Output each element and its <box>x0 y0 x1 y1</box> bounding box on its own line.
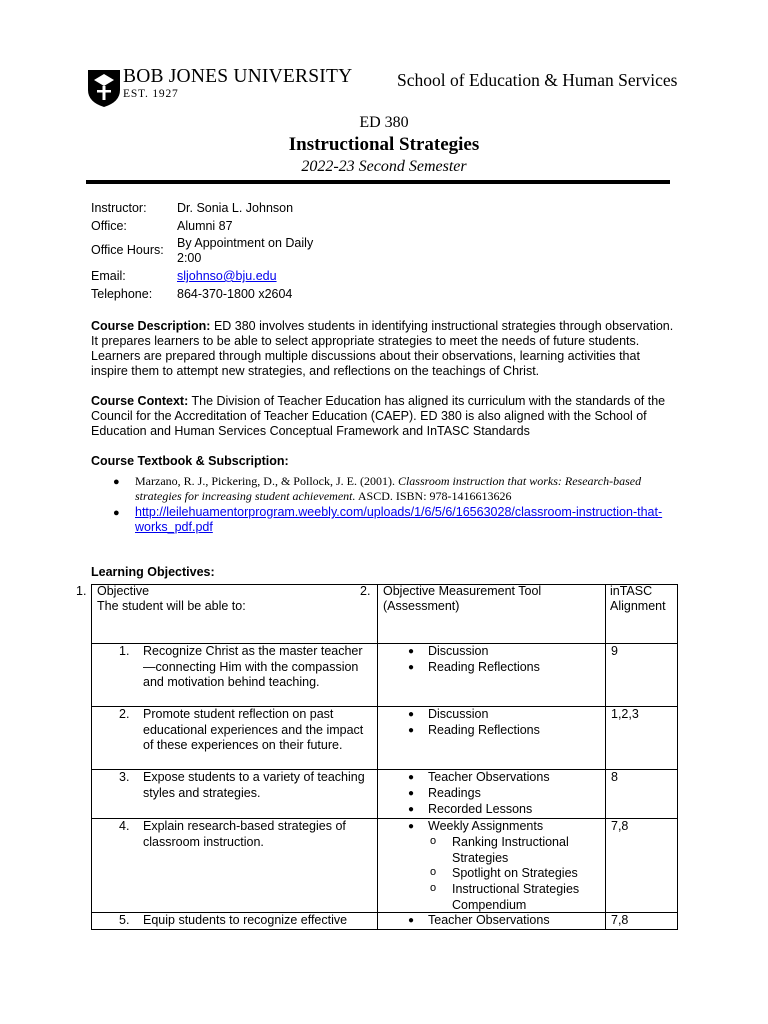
objective-line: of these experiences on their future. <box>143 738 343 752</box>
school-name: School of Education & Human Services <box>397 70 678 90</box>
objective-number: 2. <box>119 707 130 721</box>
column-number: 1. <box>76 584 87 598</box>
office-hours-line2: 2:00 <box>177 251 202 265</box>
course-description-line: ED 380 involves students in identifying instructional strategies through observation. <box>210 319 674 333</box>
header-divider <box>86 180 670 184</box>
objective-line: —connecting Him with the compassion <box>143 659 359 674</box>
reference-title: Classroom instruction that works: Research-based <box>397 474 642 488</box>
objective-line: educational experiences and the impact <box>143 722 364 737</box>
measurement-item: Teacher Observations <box>428 913 550 927</box>
university-shield-logo <box>86 68 122 108</box>
column-header-objective: Objective <box>97 584 150 598</box>
measurement-subitem: Spotlight on Strategies <box>452 866 578 880</box>
bullet-icon: ● <box>408 662 415 673</box>
course-description-line: inspire them to attempt new strategies, and reflections on the teachings of Christ. <box>91 364 540 378</box>
course-context-line: Education and Human Services Conceptual Framework and InTASC Standards <box>91 424 530 438</box>
objective-number: 4. <box>119 819 130 833</box>
measurement-item: Discussion <box>428 644 489 658</box>
course-description-line: It prepares learners to be able to select appropriate strategies to meet the needs of future students. <box>91 334 640 348</box>
textbook-url-line: http://leilehuamentorprogram.weebly.com/uploads/1/6/5/6/16563028/classroom-instruction-that- <box>135 505 663 519</box>
measurement-subitem-line: Instructional Strategies <box>452 882 580 896</box>
reference-authors: Marzano, R. J., Pickering, D., & Pollock, J. E. (2001). <box>135 474 398 488</box>
bullet-icon: ● <box>408 821 415 832</box>
objective-line: classroom instruction. <box>143 834 264 849</box>
course-context <box>91 394 681 439</box>
column-number: 2. <box>360 584 371 598</box>
table-border <box>605 584 606 930</box>
reference-publisher: ASCD. ISBN: 978-1416613626 <box>355 488 512 503</box>
office-hours-line1: By Appointment on Daily <box>177 236 314 250</box>
bullet-icon: ● <box>408 915 415 926</box>
objective-text <box>143 819 371 850</box>
course-title: Instructional Strategies <box>288 134 480 155</box>
objective-text: Equip students to recognize effective <box>143 913 348 927</box>
email-link[interactable]: sljohnso@bju.edu <box>177 269 277 283</box>
course-description-label: Course Description: <box>91 319 211 333</box>
intasc-alignment: 7,8 <box>611 913 629 927</box>
bullet-icon: ● <box>408 804 415 815</box>
bullet-icon: ● <box>113 476 120 488</box>
objective-line: and motivation behind teaching. <box>143 675 320 689</box>
measurement-subitem-line: Strategies <box>452 850 509 865</box>
objective-line: Explain research-based strategies of <box>143 819 346 833</box>
column-header-measurement: (Assessment) <box>383 599 460 613</box>
column-subheader-objective: The student will be able to: <box>97 599 246 613</box>
course-description <box>91 319 681 379</box>
objective-number: 3. <box>119 770 130 784</box>
course-description-line: Learners are prepared through multiple discussions about their observations, learning activities that <box>91 349 640 363</box>
objective-text <box>143 770 371 801</box>
measurement-item: Readings <box>428 786 481 800</box>
circle-bullet-icon: o <box>430 866 437 878</box>
office-hours-label: Office Hours: <box>91 243 164 257</box>
bullet-icon: ● <box>408 772 415 783</box>
learning-objectives-heading: Learning Objectives: <box>91 565 215 579</box>
objective-line: Promote student reflection on past <box>143 707 334 721</box>
measurement-subitem-line: Ranking Instructional <box>452 835 569 849</box>
objective-text <box>143 644 371 691</box>
measurement-subitem <box>452 835 602 866</box>
telephone-value: 864-370-1800 x2604 <box>177 287 293 301</box>
semester: 2022-23 Second Semester <box>301 158 467 175</box>
table-border <box>377 584 378 930</box>
bullet-icon: ● <box>408 646 415 657</box>
objective-number: 5. <box>119 913 130 927</box>
objective-number: 1. <box>119 644 130 658</box>
office-value: Alumni 87 <box>177 219 233 233</box>
course-code: ED 380 <box>359 114 409 131</box>
reference-title: strategies for increasing student achievement. <box>135 488 356 503</box>
table-border <box>677 584 678 930</box>
course-context-line: The Division of Teacher Education has aligned its curriculum with the standards of the <box>188 394 666 408</box>
measurement-item: Discussion <box>428 707 489 721</box>
measurement-subitem <box>452 882 602 913</box>
objective-text <box>143 707 371 754</box>
intasc-alignment: 9 <box>611 644 618 658</box>
textbook-url-line: works_pdf.pdf <box>135 520 213 534</box>
objective-line: Expose students to a variety of teaching <box>143 770 365 784</box>
bullet-icon: ● <box>408 725 415 736</box>
bullet-icon: ● <box>408 788 415 799</box>
textbook-reference <box>135 474 680 503</box>
column-header-intasc: inTASC <box>610 584 653 598</box>
university-established: EST. 1927 <box>123 88 179 100</box>
intasc-alignment: 8 <box>611 770 618 784</box>
circle-bullet-icon: o <box>430 882 437 894</box>
email-label: Email: <box>91 269 126 283</box>
office-label: Office: <box>91 219 127 233</box>
table-border <box>91 929 678 930</box>
table-border <box>91 584 92 930</box>
university-name: BOB JONES UNIVERSITY <box>123 66 353 87</box>
objective-line: Recognize Christ as the master teacher <box>143 644 363 658</box>
measurement-subitem-line: Compendium <box>452 897 527 912</box>
telephone-label: Telephone: <box>91 287 153 301</box>
objective-line: styles and strategies. <box>143 785 261 800</box>
measurement-item: Teacher Observations <box>428 770 550 784</box>
measurement-item: Weekly Assignments <box>428 819 544 833</box>
bullet-icon: ● <box>113 507 120 519</box>
column-header-intasc: Alignment <box>610 599 666 613</box>
intasc-alignment: 1,2,3 <box>611 707 639 721</box>
textbook-url-link[interactable] <box>135 505 680 535</box>
instructor-value: Dr. Sonia L. Johnson <box>177 201 294 215</box>
measurement-item: Reading Reflections <box>428 723 540 737</box>
intasc-alignment: 7,8 <box>611 819 629 833</box>
textbook-heading: Course Textbook & Subscription: <box>91 454 289 468</box>
circle-bullet-icon: o <box>430 835 437 847</box>
instructor-label: Instructor: <box>91 201 147 215</box>
measurement-item: Reading Reflections <box>428 660 540 674</box>
measurement-item: Recorded Lessons <box>428 802 533 816</box>
course-context-label: Course Context: <box>91 394 189 408</box>
course-context-line: Council for the Accreditation of Teacher Education (CAEP). ED 380 is also aligned with the School of <box>91 409 647 423</box>
bullet-icon: ● <box>408 709 415 720</box>
column-header-measurement: Objective Measurement Tool <box>383 584 542 598</box>
